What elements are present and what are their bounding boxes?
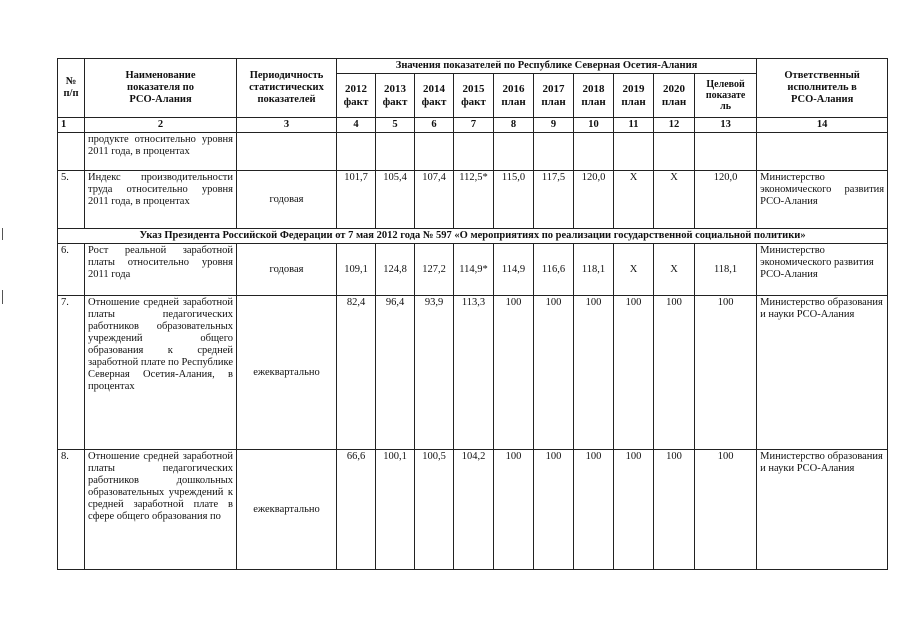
table-row: [58, 450, 888, 570]
target-cell: 118,1: [695, 244, 757, 296]
value-cell: 109,1: [337, 244, 376, 296]
value-cell: 107,4: [415, 171, 454, 229]
value-cell: 100: [574, 450, 614, 570]
responsible-cell: Министерство образования и науки РСО-Алания: [757, 450, 888, 570]
header-year-2017: 2017 план: [534, 74, 574, 118]
col-number: 14: [757, 118, 888, 133]
value-cell: 66,6: [337, 450, 376, 570]
value-cell: 127,2: [415, 244, 454, 296]
indicator-name: Индекс производительности труда относительно уровня 2011 года, в процентах: [85, 171, 237, 229]
header-year-2015: 2015 факт: [454, 74, 494, 118]
indicator-name: продукте относительно уровня 2011 года, в процентах: [85, 133, 237, 171]
col-number: 10: [574, 118, 614, 133]
col-number: 3: [237, 118, 337, 133]
value-cell: 82,4: [337, 296, 376, 450]
col-number: 12: [654, 118, 695, 133]
value-cell: 104,2: [454, 450, 494, 570]
value-cell: 100: [654, 296, 695, 450]
scan-mark-bottom: [2, 290, 3, 304]
value-cell: 100: [534, 296, 574, 450]
header-year-2016: 2016 план: [494, 74, 534, 118]
value-cell: 100: [494, 450, 534, 570]
value-cell: 118,1: [574, 244, 614, 296]
header-responsible: Ответственный исполнитель в РСО-Алания: [757, 59, 888, 118]
target-cell: 120,0: [695, 171, 757, 229]
table-row: [58, 296, 888, 450]
value-cell: 100: [614, 296, 654, 450]
periodicity: ежеквартально: [237, 296, 337, 450]
header-year-2013: 2013 факт: [376, 74, 415, 118]
column-number-row: [58, 118, 888, 133]
indicators-table: [57, 58, 888, 570]
header-period: Периодичность статистических показателей: [237, 59, 337, 118]
periodicity: ежеквартально: [237, 450, 337, 570]
value-cell: 117,5: [534, 171, 574, 229]
col-number: 6: [415, 118, 454, 133]
col-number: 2: [85, 118, 237, 133]
header-values: Значения показателей по Республике Северная Осетия-Алания: [337, 59, 757, 74]
col-number: 1: [58, 118, 85, 133]
responsible-cell: Министерство экономического развития РСО-Алания: [757, 244, 888, 296]
value-cell: 101,7: [337, 171, 376, 229]
col-number: 11: [614, 118, 654, 133]
value-cell: 114,9*: [454, 244, 494, 296]
responsible-cell: Министерство образования и науки РСО-Алания: [757, 296, 888, 450]
value-cell: 100: [614, 450, 654, 570]
value-cell: Х: [614, 244, 654, 296]
header-year-2012: 2012 факт: [337, 74, 376, 118]
value-cell: 124,8: [376, 244, 415, 296]
value-cell: 100,1: [376, 450, 415, 570]
target-cell: 100: [695, 296, 757, 450]
table-row: [58, 244, 888, 296]
indicator-name: Рост реальной заработной платы относительно уровня 2011 года: [85, 244, 237, 296]
col-number: 9: [534, 118, 574, 133]
table-row: [58, 171, 888, 229]
periodicity: годовая: [237, 244, 337, 296]
header-year-2014: 2014 факт: [415, 74, 454, 118]
col-number: 13: [695, 118, 757, 133]
value-cell: 96,4: [376, 296, 415, 450]
row-number: 6.: [58, 244, 85, 296]
row-number: 7.: [58, 296, 85, 450]
header-num: № п/п: [58, 59, 85, 118]
header-name: Наименование показателя по РСО-Алания: [85, 59, 237, 118]
section-heading: Указ Президента Российской Федерации от 7 мая 2012 года № 597 «О мероприятиях по реализации государственной социальной политики»: [58, 229, 888, 244]
table-row-continuation: [58, 133, 888, 171]
value-cell: 105,4: [376, 171, 415, 229]
value-cell: 100: [654, 450, 695, 570]
header-year-2019: 2019 план: [614, 74, 654, 118]
value-cell: Х: [614, 171, 654, 229]
value-cell: Х: [654, 244, 695, 296]
value-cell: 100: [534, 450, 574, 570]
col-number: 5: [376, 118, 415, 133]
responsible-cell: Министерство экономического развития РСО-Алания: [757, 171, 888, 229]
row-number: 5.: [58, 171, 85, 229]
header-target: Целевой показате ль: [695, 74, 757, 118]
value-cell: 114,9: [494, 244, 534, 296]
col-number: 7: [454, 118, 494, 133]
col-number: 8: [494, 118, 534, 133]
section-heading-row: [58, 229, 888, 244]
header-year-2020: 2020 план: [654, 74, 695, 118]
value-cell: 120,0: [574, 171, 614, 229]
value-cell: 100,5: [415, 450, 454, 570]
target-cell: 100: [695, 450, 757, 570]
indicator-name: Отношение средней заработной платы педагогических работников дошкольных образовательных учреждений к средней заработной плате в сфере общего образования по: [85, 450, 237, 570]
value-cell: 116,6: [534, 244, 574, 296]
indicator-name: Отношение средней заработной платы педагогических работников образовательных учреждений общего образования к средней заработной плате по Республике Северная Осетия-Алания, в процентах: [85, 296, 237, 450]
header-year-2018: 2018 план: [574, 74, 614, 118]
value-cell: 93,9: [415, 296, 454, 450]
row-number: 8.: [58, 450, 85, 570]
col-number: 4: [337, 118, 376, 133]
scan-mark-top: [2, 228, 3, 240]
value-cell: 100: [574, 296, 614, 450]
value-cell: 115,0: [494, 171, 534, 229]
value-cell: 112,5*: [454, 171, 494, 229]
value-cell: 113,3: [454, 296, 494, 450]
value-cell: Х: [654, 171, 695, 229]
periodicity: годовая: [237, 171, 337, 229]
value-cell: 100: [494, 296, 534, 450]
